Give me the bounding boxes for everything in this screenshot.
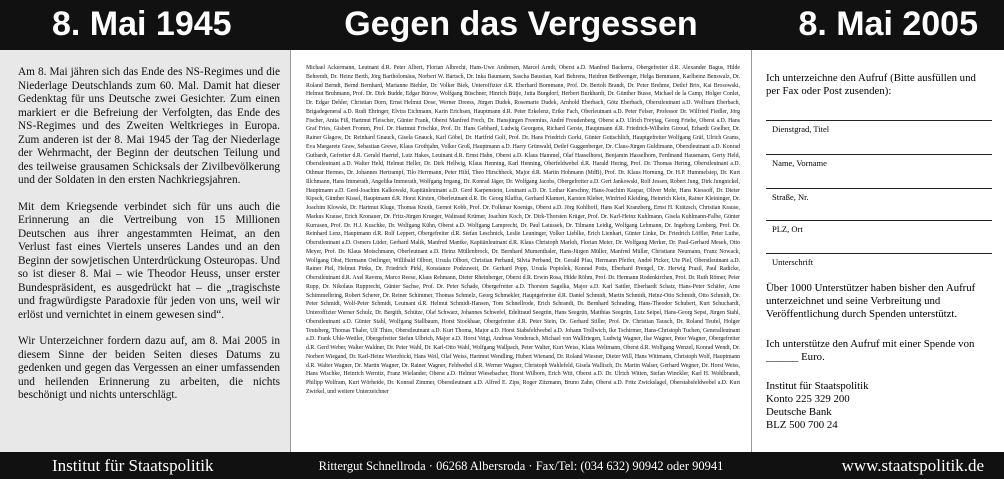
appeal-text [18,66,280,416]
header-bar [0,0,1004,50]
appeal-paragraph: Am 8. Mai jähren sich das Ende des NS-Regimes und die Niederlage Deutschlands zum 60. Mal. Damit hat dieser Gedenktag für uns Deutsche zwei Gesichter. Zum einen markiert er die Befreiung der Verfolgten, das Ende des NS-Regimes und des Zweiten Weltkrieges in Europa. Zum anderen ist der 8. Mai 1945 der Tag der Niederlage der Wehrmacht, der Beginn der deutschen Teilung und des teilweise grausamen Schicksals der Zivilbevölkerung und der Soldaten in den ersten Nachkriegsjahren. [18,66,280,186]
bank-line: Institut für Staatspolitik [766,380,869,392]
field-city[interactable] [766,220,992,234]
field-label: Straße, Nr. [772,192,809,202]
field-label: Name, Vorname [772,158,827,168]
field-label: PLZ, Ort [772,224,803,234]
header-date-2005: 8. Mai 2005 [798,5,978,43]
bank-line: Deutsche Bank [766,406,832,418]
footer-address: Rittergut Schnellroda · 06268 Albersroda · Fax/Tel: (034 632) 90942 oder 90941 [318,459,724,473]
donation-line: Ich unterstütze den Aufruf mit einer Spende von ______ Euro. [766,338,975,363]
field-title[interactable] [766,120,992,134]
field-label: Dienstgrad, Titel [772,124,830,134]
form-intro: Ich unterzeichne den Aufruf (Bitte ausfüllen und per Fax oder Post zusenden): [766,72,976,97]
header-date-1945: 8. Mai 1945 [52,5,232,43]
bank-line: Konto 225 329 200 [766,393,850,405]
signup-form-column [752,50,1004,452]
appeal-paragraph: Wir Unterzeichner fordern dazu auf, am 8. Mai 2005 in diesem Sinne der beiden Seiten dieses Datums zu gedenken und gegen das Vergessen an einer umfassenden und heilenden Erinnerung zu arbeiten, die nichts beschönigt und nichts unterschlägt. [18,335,280,401]
signatories-list: Michael Ackermann, Leutnant d.R. Peter Albert, Florian Albrecht, Hans-Uwe Andresen, Marcel Arndt, Oberst a.D. Manfred Backerra, Obergefreiter d.R. Alexander Bagus, Hilde Behrendt, Dr. Heinz Berth, Jörg Bartholomäus, Norbert W. Bartsch, Dr. Inka Baumann, Sascha Baustian, Karl Behrens, Heidrun Beißwenger, Helga Bemmann, Karlheinz Benswalz, Dr. Roland Berndt, Bernd Bernhard, Marianne Biehler, Dr. Volker Biek, Unteroffizier d.R. Eberhard Bornmann, Prof. Dr. Bertolt Brandt, Dr. Peter Brehme, Detlef Brix, Kai Brosowski, Helmut Bruhmann, Prof. Dr. Dirk Budde, Edgar Bürow, Wolfgang Büschner, Hinrich Bütje, Jutta Burgdorf, Herbert Burkhardt, Dr. Günther Busse, Michael de la Camp, Holger Conlet, Dr. Edgar Dehler, Christian Dorn, Ernst Helmut Dose, Werner Dreess, Jürgen Dudek, Rosemarie Dudek, Arnhold Eberbach, Götz Eberbach, Oberstleutnant a.D. Wolfram Eberbach, Brigadegeneral a.D. Rudi Ehringer, Elvira Eichmann, Karin Erichsen, Hauptmann d.R. Peter Erkelenz, Erike Fach, Oberleutnant a.D. Peter Felser, Professor Dr. Wilfried Fiedler, Jörg Fischer, Anita Fiß, Hartmut Fleischer, Günter Frank, Oberst Manfred Frech, Dr. Hansjürgen Freemius, André Freudenberg, Oberst a.D. Ulrich Freytag, Georg Friebe, Oberst a.D. Hans Graf Fries, Gisbert Fromm, Prof. Dr. Hartmut Frischke, Prof. Dr. Hans Gebhard, Ludwig Georgens, Richard Gerste, Hauptmann d.R. Friedrich-Wilhelm Giroud, Erhardt Goelher, Dr. Rainer Glagow, Dr. Reinhard Gnauck, Gisela Gnauck, Karl Göbel, Dr. Hartfrid Golf, Prof. Dr. Hans Friedrich Gorki, Günter Gottschlich, Hauptgefreiter Wolfgang Gräf, Ulrich Grams, Eva Margarete Graw, Sebastian Grewe, Klaus Grothjahn, Volker Groß, Hauptmann a.D. Harry Grünwald, Detlef Guggenberger, Dr. Claus-Jürgen Guldimann, Oberstleutnant a.D. Konrad Gutbardt, Gefreiter d.R. Gerald Haertel, Lutz Hakes, Leutnant d.R. Ernst Hahn, Oberst a.D. Klaus Hammel, Olaf Hasselhorst, Benjamin Hasselhorn, Ferdinand Hausmann, Gerty Held, Oberstleutnant a.D. Walter Held, Helmut Heller, Dr. Dirk Hellwig, Klaus Henning, Karl Henning, Oberfeldwebel d.R. Harald Hering, Prof. Dr. Thomas Hering, Oberstleutnant a.D. Othmar Hermes, Dr. Johannes Hertrampf, Tilo Herrmann, Peter Hild, Theo Hirschbeck, Major d.R. Martin Hohmann (MdB), Prof. Dr. Klaus Hornung, Dr. H.P. Hummelsiep, Dr. Kurt Illchmann, Hans Immerath, Angelika Immerath, Wolfgang Irrgang, Dr. Konrad Jäger, Dr. Wolfgang Jacobs, Obergefreiter a.D. Gert Jankowski, Rolf Jessen, Robert Jung, Dirk Jungnickel, Hauptmann a.D. Gerd-Joachim Kalkowski, Kapitänleutnant a.D. Gerd Karpenstein, Leutnant a.D. Dr. Lothar Karschny, Hans-Joachim Kaspar, Oliver Mohr, Hans Kiessoff, Dr. Dieter Kipsch, Günther Kissel, Hauptmann d.R. Horst Kirsten, Oberleutnant d.R. Dr. Georg Klaffus, Gerhard Klamert, Karsten Kleber, Winfried Kleiding, Heinrich Klein, Rainer Kleininger, Dr. Joachim Klowski, Dr. Hartmut Kluge, Thomas Knoth, Gernot Kobb, Prof. Dr. Folkmar Koenigs, Oberst a.D. Jörg Kohlhoff, Hans Karl Kranzberg, Ernst H. Krätzsch, Christian Krause, Markus Krause, Erich Kronauer, Dr. Fritz-Jürgen Krueger, Waltraud Krümer, Joachim Koch, Dr. Dirk-Thorsten Krüger, Prof. Dr. Karl-Heinz Kuhlmann, Gisela Kuhlmann-Falbe, Günter Kurrasen, Prof. Dr. H.J. Kuschke, Dr. Wolfgang Kühn, Oberst a.D. Wolfgang Lamprecht, Dr. Paul Latussek, Dr. Tilmann Leidig, Wolfgang Lehmann, Dr. Ingeborg Lenberg, Prof. Dr. Reinhard Lenz, Hauptmann d.R. Rolf Leppert, Obergefreiter d.R. Stefan Leschnick, Leslie Leuninger, Volker Lieblke, Erich Lienhart, Günter Linke, Dr. Friedrich Löffler, Peter Luthe, Oberstleutnant a.D. Osmers Lüder, Gerhard Malik, Manfred Mantke, Kapitänleutnant d.R. Klaus Christoph Marloh, Florian Meier, Dr. Wolfgang Merker, Dr. Paul-Gerhard Mesek, Otto Meyer, Prof. Dr. Klaus Motschmann, Oberleutnant a.D. Heinz Müllenbrock, Dr. Bernhard Mumenthaler, Hans-Jürgen Müller, Manfred Müller, Christiane Neumann, Franz Nowack, Wolfgang Ohst, Hermann Oetlinger, Willibald Olbort, Ursula Olbort, Christian Perband, Silvia Perband, Dr. Gerald Pfau, Hermann Pfeifer, André Picker, Ute Piel, Oberstleutnant a.D. Rainer Piel, Helmut Pinks, Dr. Friedrich Pirkl, Konstanze Podzuweit, Dr. Gerhard Popp, Ursula Popiolek, Konrad Potts, Eberhard Prengel, Dr. Herwig Prasil, Paul Radicke, Oberstleutnant d.R. Axel Ravens, Marco Reese, Klaus Rehmann, Dieter Rheinberger, Oberst d.R. Erwin Rosa, Hilde Röhm, Prof. Dr. Hermann Rodenkirchen, Prof. Dr. Ruth Römer, Peter Rupp, Dr. Nikolaus Rupprecht, Günter Sachse, Prof. Dr. Peter Schade, Obergefreiter a.D. Thorsten Sagelka, Major a.D. Karl Sattler, Eberhardt Schatz, Hans-Peter Schäfer, Arne Schimmelbring, Robert Scherer, Dr. Reiner Schimmer, Thomas Schmelz, Georg Schmekler, Hauptgefreiter d.R. Daniel Schmidt, Martin Schmidt, Heinz-Otto Schmidt, Otto Schmidt, Dr. Peter Schmidt, Wolf-Peter Schmidt, Leutnant d.R. Helmut Schmidt-Hansen, Tom Schnellrode, Erich Schrandt, Dr. Bernhard Schrading, Hans-Theodor Schubert, Kurt Schuchardt, Unteroffizier Werner Schulz, Dr. Bergith, Schütze, Olaf Schwarz, Johannes Schwefel, Edeltraud Seegrün, Hans Seegrün, Matthias Seegrün, Lutz Seipel, Hans-Georg Sepsi, Jürgen Stahl, Oberstleutnant a.D. Günter Stahl, Wolfgang Stallbaum, Horst Stockhaar, Obergefreiter d.R. Peter Stein, Dr. Gerhard Stiller, Prof. Dr. Christian Tausch, Dr. Roland Teufel, Holger Teutsberg, Thomas Thaler, Ulf Thies, Oberstleutnant a.D. Kurt Thoma, Major a.D. Horst Stabsfeldwebel a.D. Johann Trollwich, Ike Tschirmer, Hans-Christoph Tuchen, Generalleutnant a.D. Frank Uhle-Wettler, Obergefreiter Stefan Ulbrich, Major a.D. Horst Veigt, Andreas Vonderach, Michael von Wallfriegen, Ludwig Wagner, Ilse Wagner, Peter Wagner, Obergefreiter d.R. Gerd Weber, Walter Waldner, Dr. Peter Wahl, Dr. Karl-Otto Wahl, Wolfgang Wallpach, Peter Walter, Kurt Weiss, Klaus Weltmann, Oberst d.R. Wolfgang Wenzel, Konrad Wendt, Dr. Norbert Wiegand, Dr. Karl-Heinz Wierzbicki, Hans Weil, Olaf Weiss, Hartmut Wendling, Hubert Wienand, Dr. Roland Wiesner, Dieter Will, Hans Wittmann, Christoph Wolf, Hauptmann d.R. Walter Wagner, Dr. Martin Wagner, Dr. Rainer Wagner, Feldwebel d.R. Werner Wagner, Christoph Wahlefeld, Gisela Wallisch, Dr. Martin Walser, Gerhard Wegner, Dr. Horst Weiss, Hans Wischke, Heinrich Wernitz, Franz Wielander, Oberst a.D. Helmut Wiesebacher, Horst Wilborn, Erich Witt, Oberst a.D. Dr. Ulrich Witten, Stefan Winckler, Karl H. Wohlbrandt, Philipp Wolfram, Kurt Wörheide, Dr. Konrad Zimmer, Oberstleutnant a.D. Alfred E. Zips, Roger Zitzmann, Bruno Zahn, Oberst a.D. Fritz Zwickslagel, Oberstabsfeldwebel a.D. Kurt Zwirkel, und weitere Unterzeichner [306,65,740,395]
bank-details [766,380,996,432]
field-name[interactable] [766,154,992,168]
field-street[interactable] [766,188,992,202]
footer-website-link[interactable]: www.staatspolitik.de [841,456,984,475]
footer-institute: Institut für Staatspolitik [52,456,214,475]
supporters-note: Über 1000 Unterstützer haben bisher den Aufruf unterzeichnet und seine Verbreitung und Veröffentlichung durch Spenden unterstützt. [766,282,976,320]
field-signature[interactable] [766,253,992,267]
field-label: Unterschrift [772,257,814,267]
appeal-paragraph: Mit dem Kriegsende verbindet sich für uns auch die Erinnerung an die Vertreibung von 15 Millionen Deutschen aus ihrer angestammten Heimat, an den Verlust fast eines Viertels unseres Landes und an den Beginn der sowjetischen Unterdrückung Osteuropas. Und so ist dieser 8. Mai – wie Theodor Heuss, unser erster Bundespräsident, es ausgedrückt hat – die „tragischste und fragwürdigste Paradoxie für jeden von uns, weil wir erlöst und vernichtet in einem gewesen sind“. [18,200,280,321]
header-title: Gegen das Vergessen [344,5,698,43]
footer-bar [0,452,1004,479]
signatories-column [290,50,752,452]
bank-line: BLZ 500 700 24 [766,419,838,431]
appeal-text-column [0,50,290,452]
